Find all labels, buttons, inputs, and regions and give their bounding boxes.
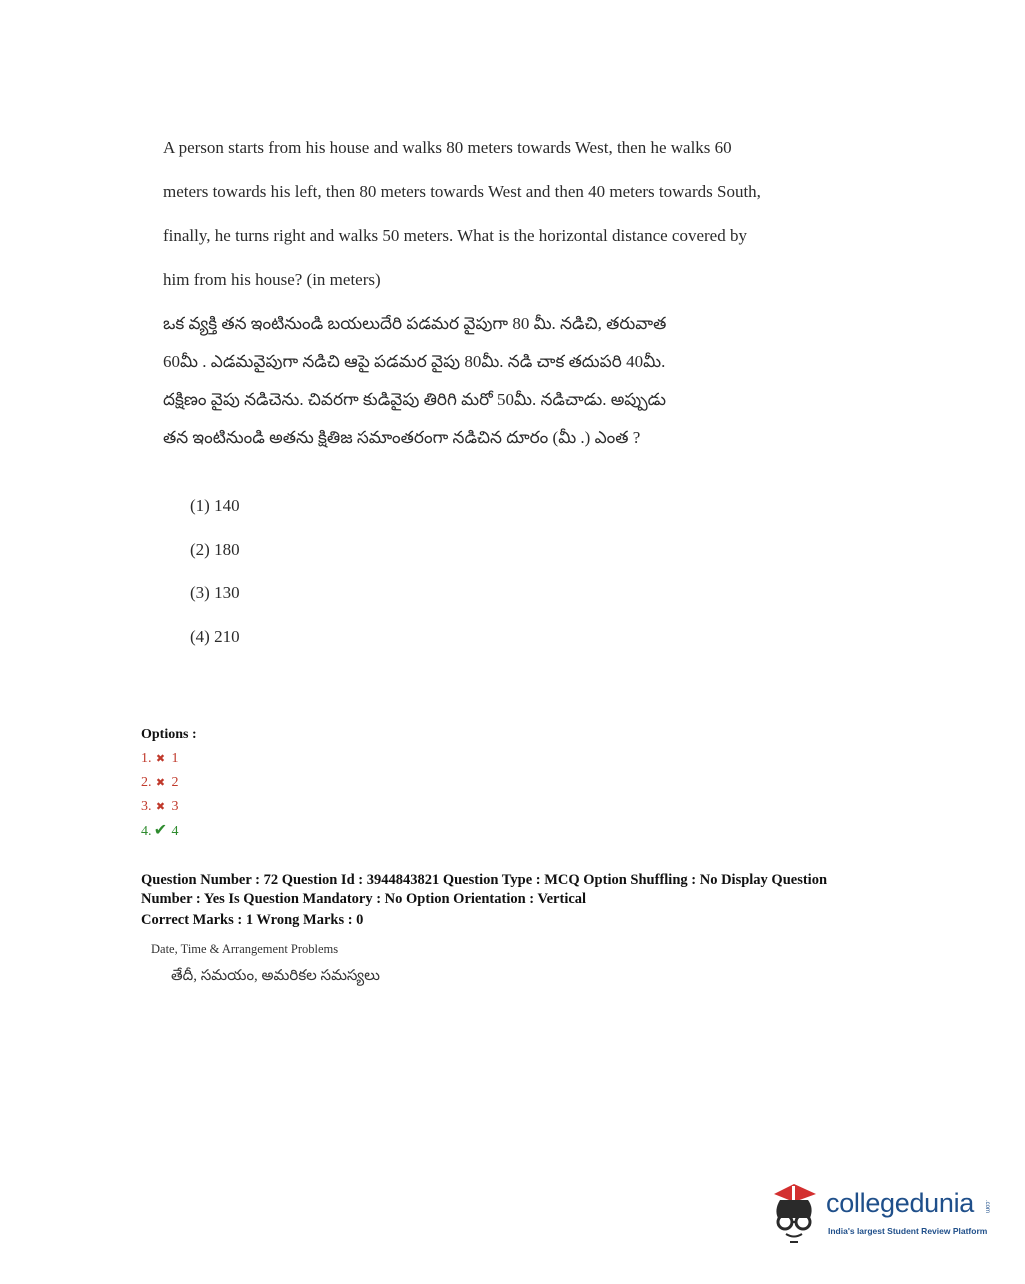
option-value: 3 bbox=[171, 799, 179, 814]
option-number: 2. bbox=[141, 775, 152, 790]
logo-suffix: .com bbox=[984, 1200, 990, 1214]
question-line-telugu: ఒక వ్యక్తి తన ఇంటినుండి బయలుదేరి పడమర వైపుగా 80 మీ. నడిచి, తరువాత bbox=[163, 314, 667, 333]
question-english bbox=[163, 132, 843, 308]
option-value: 2 bbox=[171, 775, 179, 790]
question-line-telugu: దక్షిణం వైపు నడిచెను. చివరగా కుడివైపు తిరిగి మరో 50మీ. నడిచాడు. అప్పుడు bbox=[163, 390, 667, 409]
meta-line-3: Correct Marks : 1 Wrong Marks : 0 bbox=[141, 912, 364, 928]
logo-tagline: India's largest Student Review Platform bbox=[828, 1226, 988, 1236]
check-icon: ✔ bbox=[153, 822, 168, 839]
question-line: A person starts from his house and walks 80 meters towards West, then he walks 60 bbox=[163, 138, 732, 157]
option-value: 4 bbox=[171, 824, 179, 839]
question-line-telugu: 60మీ . ఎడమవైపుగా నడిచి ఆపై పడమర వైపు 80మీ. నడి చాక తదుపరి 40మీ. bbox=[163, 352, 666, 371]
cross-icon: ✖ bbox=[155, 753, 166, 765]
logo-wordmark: collegedunia bbox=[826, 1188, 975, 1218]
cross-icon: ✖ bbox=[155, 801, 166, 813]
option-item bbox=[141, 820, 197, 844]
choice-4: (4) 210 bbox=[190, 626, 240, 646]
option-item bbox=[141, 772, 197, 796]
question-line: finally, he turns right and walks 50 meters. What is the horizontal distance covered by bbox=[163, 226, 747, 245]
question-line: meters towards his left, then 80 meters towards West and then 40 meters towards South, bbox=[163, 182, 761, 201]
section-title-telugu: తేదీ, సమయం, అమరికల సమస్యలు bbox=[171, 968, 380, 984]
option-number: 1. bbox=[141, 751, 152, 766]
cross-icon: ✖ bbox=[155, 777, 166, 789]
student-mascot-icon bbox=[764, 1180, 824, 1246]
option-value: 1 bbox=[171, 751, 179, 766]
choice-2: (2) 180 bbox=[190, 539, 240, 559]
option-number: 3. bbox=[141, 799, 152, 814]
option-number: 4. bbox=[141, 824, 152, 839]
meta-line-1: Question Number : 72 Question Id : 3944843821 Question Type : MCQ Option Shuffling : No Display Question bbox=[141, 872, 828, 888]
option-item bbox=[141, 748, 197, 772]
question-metadata bbox=[141, 871, 911, 930]
collegedunia-logo bbox=[764, 1174, 1004, 1254]
answer-choices bbox=[190, 492, 240, 666]
options-title: Options : bbox=[141, 727, 197, 742]
question-line-telugu: తన ఇంటినుండి అతను క్షితిజ సమాంతరంగా నడిచిన దూరం (మీ .) ఎంత ? bbox=[163, 428, 641, 447]
question-line: him from his house? (in meters) bbox=[163, 270, 381, 289]
meta-line-2: Number : Yes Is Question Mandatory : No Option Orientation : Vertical bbox=[141, 891, 587, 907]
question-telugu bbox=[163, 308, 843, 460]
options-list bbox=[141, 724, 197, 844]
section-title-english: Date, Time & Arrangement Problems bbox=[151, 942, 339, 956]
choice-1: (1) 140 bbox=[190, 496, 240, 515]
choice-3: (3) 130 bbox=[190, 583, 240, 602]
option-item bbox=[141, 796, 197, 820]
